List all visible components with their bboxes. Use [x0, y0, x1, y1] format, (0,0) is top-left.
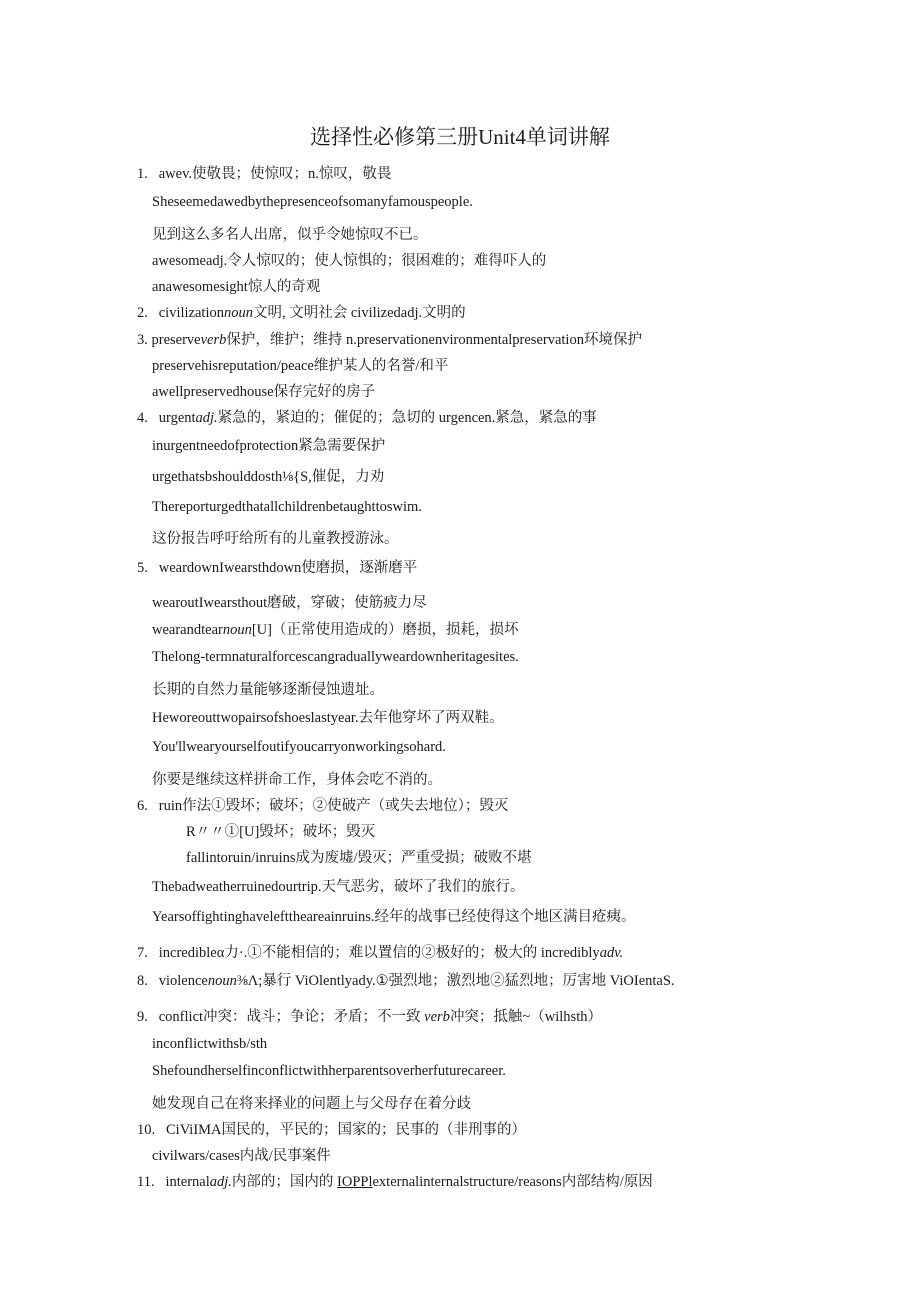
entry-3-phrase-1: preservehisreputation/peace维护某人的名誉/和平	[152, 358, 449, 374]
entry-6-noun: R〃〃①[U]毁坏；破坏；毁灭	[186, 824, 376, 840]
entry-1-translation: 见到这么多名人出席，似乎令她惊叹不已。	[152, 227, 428, 243]
entry-7-header: 7. incredibleα力·.①不能相信的；难以置信的②极好的；极大的 incrediblyadv.	[137, 945, 624, 961]
entry-3-word: 3. preserve	[137, 332, 201, 348]
entry-2-header	[137, 303, 466, 323]
entry-9-phrase: inconflictwithsb/sth	[152, 1036, 268, 1052]
entry-9-translation: 她发现自己在将来择业的问题上与父母存在着分歧	[152, 1096, 471, 1112]
entry-2-meaning: 文明, 文明社会 civilizedadj.文明的	[252, 305, 466, 321]
entry-6-example-1: Thebadweatherruinedourtrip.天气恶劣，破坏了我们的旅行。	[152, 879, 525, 895]
entry-9-header: 9. conflict冲突：战斗；争论；矛盾；不一致 verb冲突；抵触~（wilhsth）	[137, 1009, 602, 1025]
entry-4-word: 4. urgent	[137, 410, 196, 426]
entry-1-example: Sheseemedawedbythepresenceofsomanyfamouspeople.	[152, 194, 473, 210]
entry-5-phrase-2: wearandtearnoun[U]（正常使用造成的）磨损，损耗，损坏	[152, 622, 519, 638]
entry-2-pos: noun	[223, 305, 253, 321]
entry-6-phrase: fallintoruin/inruins成为废墟/毁灭；严重受损；破败不堪	[186, 850, 532, 866]
entry-1-header: 1. awev.使敬畏；使惊叹；n.惊叹，敬畏	[137, 166, 392, 182]
entry-3-phrase-2: awellpreservedhouse保存完好的房子	[152, 384, 376, 400]
entry-4-translation: 这份报告呼吁给所有的儿童教授游泳。	[152, 531, 399, 547]
entry-10-header: 10. CiViIMA国民的，平民的；国家的；民事的（非刑事的）	[137, 1122, 527, 1138]
entry-1-derivative: awesomeadj.令人惊叹的；使人惊惧的；很困难的；难得吓人的	[152, 253, 547, 269]
entry-3-pos: verb	[200, 332, 227, 348]
entry-5-translation-1: 长期的自然力量能够逐渐侵蚀遗址。	[152, 682, 384, 698]
entry-5-phrase-1: wearoutIwearsthout磨破，穿破；使筋疲力尽	[152, 595, 427, 611]
entry-5-example-2: Heworeouttwopairsofshoeslastyear.去年他穿坏了两双鞋。	[152, 710, 504, 726]
entry-4-meaning: 紧急的，紧迫的；催促的；急切的 urgencen.紧急，紧急的事	[217, 410, 597, 426]
entry-8-header: 8. violencenoun⅜Λ;暴行 ViOlentlyady.①强烈地；激烈地②猛烈地；厉害地 ViOIentaS.	[137, 973, 675, 989]
entry-6-example-2: Yearsoffightinghavelefttheareainruins.经年的战事已经使得这个地区满目疮痍。	[152, 909, 636, 925]
entry-9-example: Shefoundherselfinconflictwithherparentsoverherfuturecareer.	[152, 1063, 506, 1079]
entry-6-header: 6. ruin作法①毁坏；破坏；②使破产（或失去地位）；毁灭	[137, 798, 509, 814]
page-title: 选择性必修第三册Unit4单词讲解	[310, 125, 610, 149]
entry-5-example-3: You'llwearyourselfoutifyoucarryonworkingsohard.	[152, 739, 446, 755]
entry-4-phrase-1: inurgentneedofprotection紧急需要保护	[152, 438, 386, 454]
entry-4-phrase-2: urgethatsbshoulddosth⅛{S,催促，力劝	[152, 469, 385, 485]
entry-4-example: Thereporturgedthatallchildrenbetaughttoswim.	[152, 499, 422, 515]
entry-4-header	[137, 408, 597, 428]
entry-10-phrase: civilwars/cases内战/民事案件	[152, 1148, 331, 1164]
entry-4-pos: adj.	[195, 410, 218, 426]
entry-11-header: 11. internaladj.内部的；国内的 IOPPlexternalinternalstructure/reasons内部结构/原因	[137, 1174, 653, 1190]
entry-3-meaning: 保护，维护；维持 n.preservationenvironmentalpreservation环境保护	[226, 332, 642, 348]
entry-3-header	[137, 330, 642, 350]
entry-5-example-1: Thelong-termnaturalforcescangraduallyweardownheritagesites.	[152, 649, 519, 665]
entry-5-header: 5. weardownIwearsthdown使磨损，逐渐磨平	[137, 560, 418, 576]
entry-1-phrase: anawesomesight惊人的奇观	[152, 279, 321, 295]
entry-5-translation-3: 你要是继续这样拼命工作，身体会吃不消的。	[152, 772, 442, 788]
opp-link: IOPPl	[337, 1174, 373, 1190]
entry-2-word: 2. civilization	[137, 305, 224, 321]
